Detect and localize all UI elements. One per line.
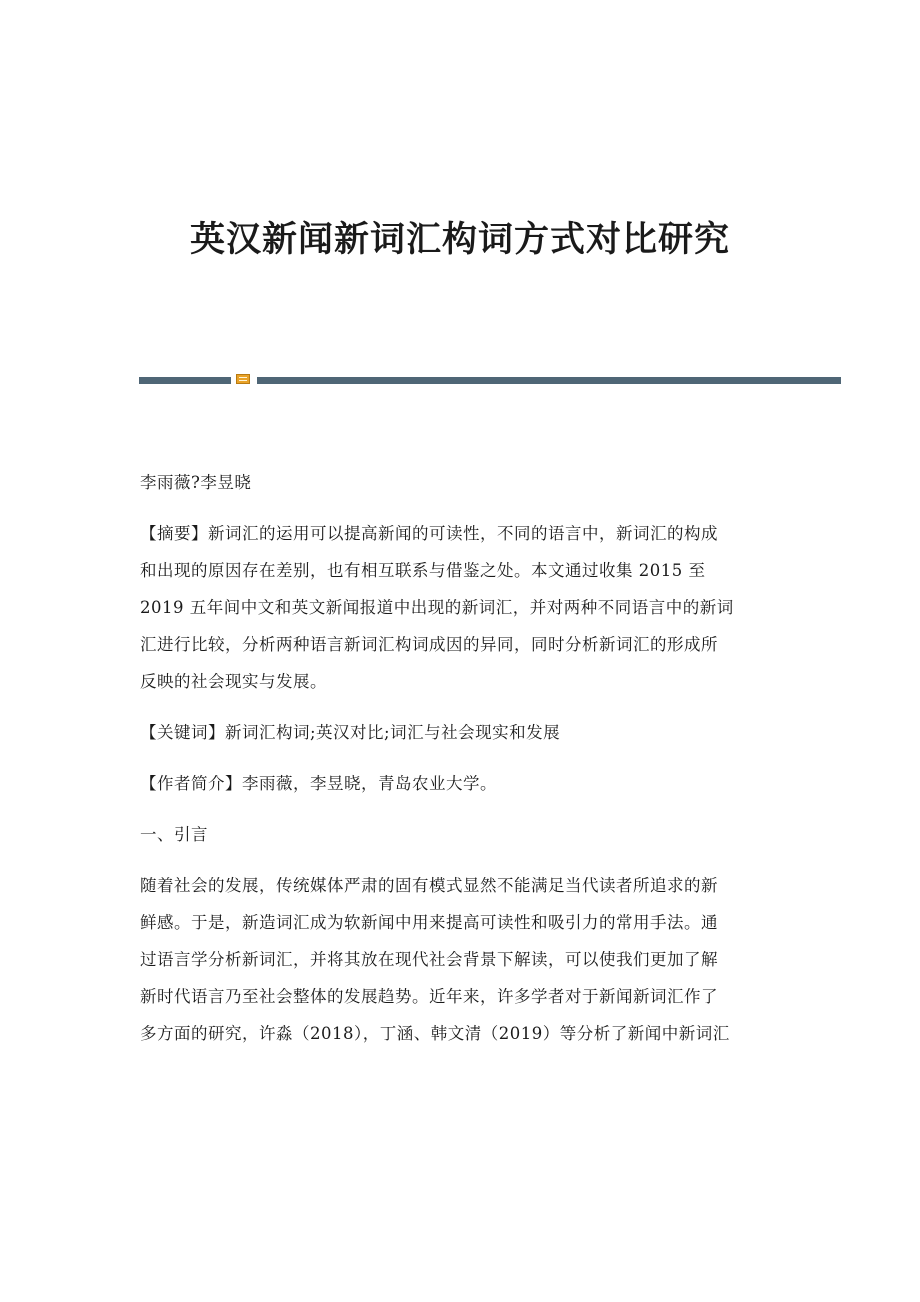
section-heading: 一、引言 — [140, 825, 208, 844]
intro-line: 新时代语言乃至社会整体的发展趋势。近年来，许多学者对于新闻新词汇作了 — [140, 987, 718, 1006]
intro-line: 随着社会的发展，传统媒体严肃的固有模式显然不能满足当代读者所追求的新 — [140, 876, 718, 895]
title-divider — [139, 373, 841, 385]
abstract-line: 反映的社会现实与发展。 — [140, 672, 327, 691]
keywords-line: 【关键词】新词汇构词;英汉对比;词汇与社会现实和发展 — [140, 723, 561, 742]
abstract-block — [140, 519, 780, 704]
paper-body — [140, 468, 780, 1056]
author-info-line: 【作者简介】李雨薇，李昱晓，青岛农业大学。 — [140, 774, 497, 793]
abstract-line: 2019 五年间中文和英文新闻报道中出现的新词汇，并对两种不同语言中的新词 — [140, 598, 734, 617]
intro-line: 过语言学分析新词汇，并将其放在现代社会背景下解读，可以使我们更加了解 — [140, 950, 718, 969]
abstract-line: 【摘要】新词汇的运用可以提高新闻的可读性，不同的语言中，新词汇的构成 — [140, 524, 718, 543]
intro-line: 鲜感。于是，新造词汇成为软新闻中用来提高可读性和吸引力的常用手法。通 — [140, 913, 718, 932]
paper-title: 英汉新闻新词汇构词方式对比研究 — [189, 219, 730, 260]
abstract-line: 和出现的原因存在差别，也有相互联系与借鉴之处。本文通过收集 2015 至 — [140, 561, 706, 580]
intro-line: 多方面的研究，许淼（2018），丁涵、韩文清（2019）等分析了新闻中新词汇 — [140, 1024, 730, 1043]
divider-left-bar — [139, 377, 231, 384]
authors-line: 李雨薇?李昱晓 — [140, 473, 252, 492]
abstract-line: 汇进行比较，分析两种语言新词汇构词成因的异同，同时分析新词汇的形成所 — [140, 635, 718, 654]
divider-badge-icon — [236, 374, 250, 384]
divider-right-bar — [257, 377, 841, 384]
intro-block — [140, 871, 780, 1056]
